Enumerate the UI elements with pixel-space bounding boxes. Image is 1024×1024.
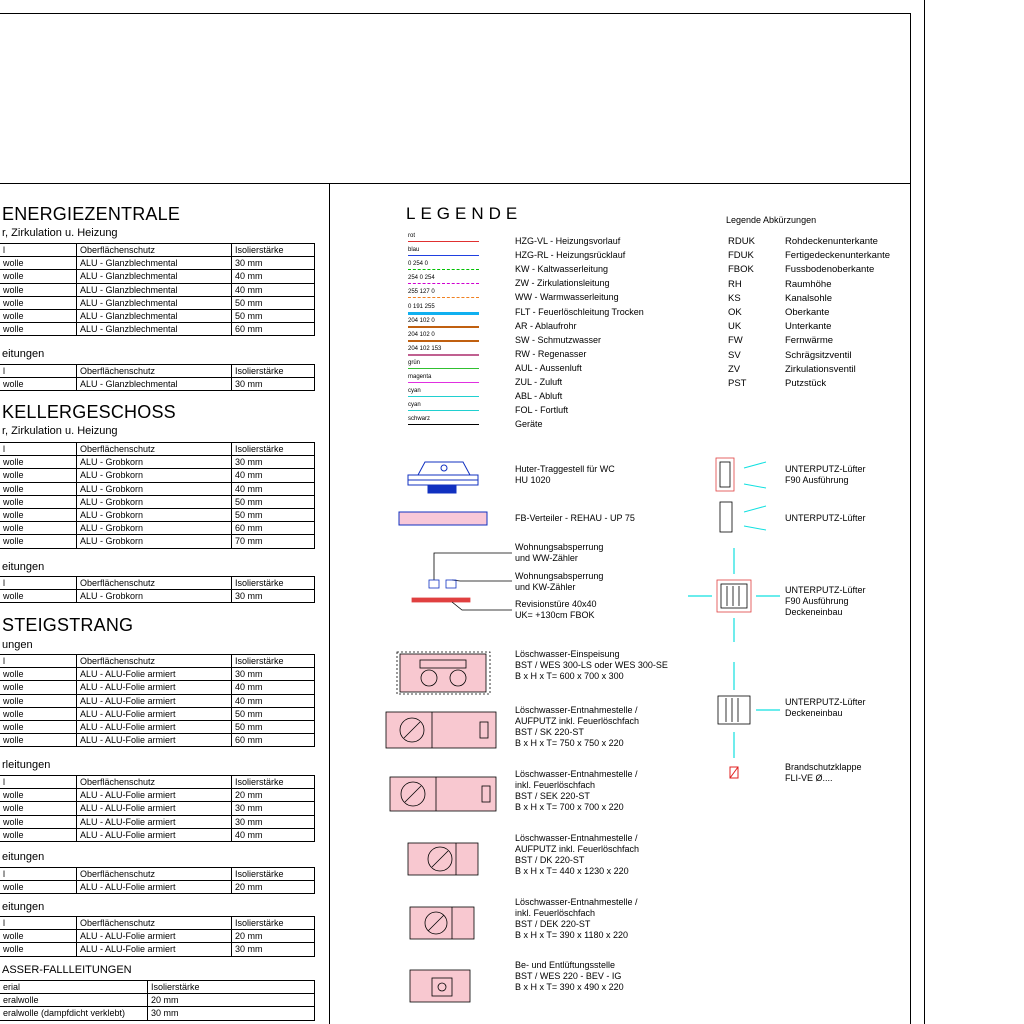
legend-line-label: FLT - Feuerlöschleitung Trocken	[515, 306, 644, 317]
table-cell: ALU - ALU-Folie armiert	[77, 943, 232, 956]
unterputz-luefter-f90-icon	[716, 458, 734, 491]
table-cell: ALU - Grobkorn	[77, 495, 232, 508]
legend-line-label: ZW - Zirkulationsleitung	[515, 278, 610, 289]
table-cell: wolle	[0, 707, 77, 720]
legend-line-label: ZUL - Zuluft	[515, 377, 563, 387]
line-color-tag: schwarz	[408, 416, 431, 423]
abbreviation-code: OK	[728, 307, 742, 318]
legend-line-label: FOL - Fortluft	[515, 405, 569, 416]
column-header: Oberflächenschutz	[77, 776, 232, 789]
abbreviation-meaning: Fernwärme	[785, 335, 834, 347]
line-color-tag: cyan	[408, 402, 421, 409]
huter-traggestell-icon	[408, 462, 478, 493]
up-luefter-label: UNTERPUTZ-Lüfter	[785, 513, 866, 523]
table-cell: eralwolle (dampfdicht verklebt)	[0, 1007, 148, 1020]
line-color-tag: grün	[408, 359, 421, 366]
column-header: Isolierstärke	[232, 776, 315, 789]
table-cell: wolle	[0, 930, 77, 943]
column-header: Oberflächenschutz	[77, 244, 232, 257]
abbreviation-code: RH	[728, 278, 742, 290]
table-cell: wolle	[0, 789, 77, 802]
table-cell: ALU - Glanzblechmental	[77, 323, 232, 336]
fb-verteiler-label: FB-Verteiler - REHAU - UP 75	[515, 513, 635, 523]
abbreviation-meaning: Fussbodenoberkante	[785, 264, 875, 276]
column-header: l	[0, 577, 77, 590]
line-color-tag: 0 191 255	[408, 303, 435, 310]
steigstrang-sub1: ungen	[2, 639, 33, 651]
column-header: l	[0, 244, 77, 257]
line-color-tag: rot	[408, 233, 416, 239]
brandschutzklappe-icon	[730, 767, 738, 778]
column-header: Oberflächenschutz	[77, 868, 232, 881]
line-color-tag: 0 254 0	[408, 261, 429, 268]
table-cell: wolle	[0, 323, 77, 336]
table-cell: ALU - ALU-Folie armiert	[77, 681, 232, 694]
fb-verteiler-icon	[399, 512, 487, 525]
table-cell: ALU - ALU-Folie armiert	[77, 828, 232, 841]
abbreviation-code: UK	[728, 321, 742, 333]
table-cell: 30 mm	[148, 1007, 315, 1020]
abbreviation-meaning: Putzstück	[785, 378, 827, 389]
column-header: Isolierstärke	[232, 365, 315, 378]
table-cell: wolle	[0, 681, 77, 694]
line-color-tag: blau	[408, 247, 420, 254]
column-header: l	[0, 655, 77, 668]
table-cell: 50 mm	[232, 707, 315, 720]
abbreviation-code: SV	[728, 349, 741, 361]
table-cell: wolle	[0, 881, 77, 894]
table-cell: wolle	[0, 720, 77, 733]
table-cell: ALU - Glanzblechmental	[77, 257, 232, 270]
table-cell: wolle	[0, 508, 77, 521]
abbreviation-meaning: Raumhöhe	[785, 278, 832, 290]
airflow-arrows-1	[744, 462, 766, 488]
legend-line-label: KW - Kaltwasserleitung	[515, 264, 609, 275]
abbreviation-meaning: Fertigedeckenunterkante	[785, 250, 891, 262]
column-header: l	[0, 917, 77, 930]
column-header: Isolierstärke	[232, 244, 315, 257]
be-entlueftung-icon	[410, 970, 470, 1002]
table-cell: 40 mm	[232, 469, 315, 482]
abbreviation-meaning: Zirkulationsventil	[785, 363, 856, 375]
table-cell: ALU - Grobkorn	[77, 508, 232, 521]
table-cell: ALU - Grobkorn	[77, 482, 232, 495]
be-ent-label: Be- und Entlüftungsstelle BST / WES 220 - BEV - IG B x H x T= 390 x 490 x 220	[515, 960, 624, 992]
table-cell: 60 mm	[232, 323, 315, 336]
table-cell: wolle	[0, 283, 77, 296]
column-header: Oberflächenschutz	[77, 917, 232, 930]
column-header: Isolierstärke	[148, 981, 315, 994]
line-color-tag: 254 0 254	[408, 275, 435, 282]
table-cell: 30 mm	[232, 815, 315, 828]
table-cell: 30 mm	[232, 590, 315, 603]
column-header: Oberflächenschutz	[77, 577, 232, 590]
loesch-einspeisung-label: Löschwasser-Einspeisung BST / WES 300-LS oder WES 300-SE B x H x T= 600 x 700 x 300	[515, 649, 668, 681]
table-cell: ALU - ALU-Folie armiert	[77, 789, 232, 802]
table-cell: wolle	[0, 270, 77, 283]
legend-line-label: SW - Schmutzwasser	[515, 334, 602, 345]
abbreviation-meaning: Kanalsohle	[785, 292, 833, 304]
table-cell: wolle	[0, 257, 77, 270]
table-cell: ALU - ALU-Folie armiert	[77, 802, 232, 815]
abbreviation-code: PST	[728, 378, 747, 389]
table-cell: ALU - Grobkorn	[77, 456, 232, 469]
table-cell: 30 mm	[232, 257, 315, 270]
kellergeschoss-subtitle: r, Zirkulation u. Heizung	[2, 425, 118, 437]
table-cell: wolle	[0, 469, 77, 482]
line-color-tag: 204 102 153	[408, 345, 442, 352]
table-cell: 40 mm	[232, 828, 315, 841]
line-color-tag: magenta	[408, 374, 432, 380]
loesch-dek-label: Löschwasser-Entnahmestelle / inkl. Feuerlöschfach BST / DEK 220-ST B x H x T= 390 x 1180 x 220	[515, 897, 638, 940]
steigstrang-sub3: eitungen	[2, 851, 45, 863]
steigstrang-sub4: eitungen	[2, 901, 45, 913]
table-cell: 60 mm	[232, 522, 315, 535]
table-cell: 30 mm	[232, 378, 315, 391]
abbreviations-title: Legende Abkürzungen	[726, 215, 817, 225]
table-cell: ALU - ALU-Folie armiert	[77, 720, 232, 733]
table-cell: ALU - ALU-Folie armiert	[77, 815, 232, 828]
table-cell: ALU - ALU-Folie armiert	[77, 881, 232, 894]
line-color-tag: 204 102 0	[408, 331, 435, 338]
table-cell: 50 mm	[232, 720, 315, 733]
table-cell: ALU - Grobkorn	[77, 535, 232, 548]
table-cell: 20 mm	[232, 881, 315, 894]
column-header: Isolierstärke	[232, 443, 315, 456]
table-cell: wolle	[0, 378, 77, 391]
legend-line-label: HZG-RL - Heizungsrücklauf	[515, 250, 626, 261]
table-cell: 50 mm	[232, 508, 315, 521]
abbreviation-code: FW	[728, 335, 743, 347]
line-color-tag: cyan	[408, 388, 421, 395]
table-cell: wolle	[0, 734, 77, 747]
column-header: Isolierstärke	[232, 655, 315, 668]
table-cell: 30 mm	[232, 668, 315, 681]
up-luefter-f90-label: UNTERPUTZ-Lüfter F90 Ausführung	[785, 464, 866, 485]
column-header: l	[0, 443, 77, 456]
table-cell: ALU - Glanzblechmental	[77, 283, 232, 296]
table-cell: wolle	[0, 694, 77, 707]
table-cell: wolle	[0, 590, 77, 603]
table-cell: wolle	[0, 668, 77, 681]
table-cell: 40 mm	[232, 283, 315, 296]
table-cell: 40 mm	[232, 681, 315, 694]
table-cell: wolle	[0, 495, 77, 508]
table-cell: 50 mm	[232, 309, 315, 322]
energiezentrale-subtitle: r, Zirkulation u. Heizung	[2, 227, 118, 239]
table-cell: 20 mm	[232, 930, 315, 943]
table-cell: eralwolle	[0, 994, 148, 1007]
legend-line-label: HZG-VL - Heizungsvorlauf	[515, 236, 621, 246]
abbreviation-code: FDUK	[728, 250, 754, 262]
table-cell: 70 mm	[232, 535, 315, 548]
table-cell: 50 mm	[232, 495, 315, 508]
abbreviation-code: ZV	[728, 363, 741, 375]
energiezentrale-title: ENERGIEZENTRALE	[2, 204, 181, 224]
huter-label: Huter-Traggestell für WC HU 1020	[515, 464, 615, 485]
legende-title: LEGENDE	[406, 204, 523, 223]
up-luefter-f90-decke-label: UNTERPUTZ-Lüfter F90 Ausführung Deckeneinbau	[785, 585, 866, 617]
abbreviation-meaning: Unterkante	[785, 321, 832, 333]
abbreviation-meaning: Oberkante	[785, 307, 830, 318]
table-cell: ALU - ALU-Folie armiert	[77, 734, 232, 747]
table-cell: 20 mm	[148, 994, 315, 1007]
table-cell: ALU - Grobkorn	[77, 469, 232, 482]
wohnungsabsperrung-icon	[412, 553, 512, 610]
loeschwasser-dek-icon	[410, 907, 474, 939]
table-cell: ALU - Glanzblechmental	[77, 309, 232, 322]
abbreviation-meaning: Schrägsitzventil	[785, 349, 852, 361]
loeschwasser-sek-icon	[390, 777, 496, 811]
column-header: l	[0, 365, 77, 378]
table-cell: 40 mm	[232, 270, 315, 283]
column-header: Isolierstärke	[232, 577, 315, 590]
loeschwasser-dk-icon	[408, 843, 478, 875]
unterputz-luefter-f90-decke-icon	[717, 580, 751, 612]
column-header: Oberflächenschutz	[77, 443, 232, 456]
column-header: l	[0, 776, 77, 789]
table-cell: wolle	[0, 309, 77, 322]
column-header: l	[0, 868, 77, 881]
abbreviation-code: KS	[728, 292, 741, 304]
abbreviation-code: FBOK	[728, 264, 754, 276]
table-cell: wolle	[0, 296, 77, 309]
energiezentrale-sub2: eitungen	[2, 348, 45, 360]
table-cell: 40 mm	[232, 482, 315, 495]
unterputz-luefter-icon	[720, 502, 732, 532]
table-cell: 20 mm	[232, 789, 315, 802]
table-cell: wolle	[0, 802, 77, 815]
table-cell: 30 mm	[232, 943, 315, 956]
table-cell: 60 mm	[232, 734, 315, 747]
abbreviation-code: RDUK	[728, 236, 755, 247]
table-cell: wolle	[0, 482, 77, 495]
loeschwasser-einspeisung-icon	[397, 652, 490, 694]
legend-line-label: AR - Ablaufrohr	[515, 320, 577, 331]
table-cell: ALU - Grobkorn	[77, 522, 232, 535]
line-color-tag: 255 127 0	[408, 289, 435, 296]
brandschutz-label: Brandschutzklappe FLI-VE Ø....	[785, 762, 862, 783]
abbreviation-meaning: Rohdeckenunterkante	[785, 236, 878, 247]
table-cell: wolle	[0, 815, 77, 828]
table-cell: ALU - Glanzblechmental	[77, 270, 232, 283]
wohnung-kw-label: Wohnungsabsperrung und KW-Zähler	[515, 571, 604, 592]
table-cell: ALU - ALU-Folie armiert	[77, 668, 232, 681]
wohnung-ww-label: Wohnungsabsperrung und WW-Zähler	[515, 542, 604, 563]
table-cell: wolle	[0, 522, 77, 535]
table-cell: wolle	[0, 535, 77, 548]
table-cell: wolle	[0, 943, 77, 956]
table-cell: 30 mm	[232, 456, 315, 469]
table-cell: wolle	[0, 456, 77, 469]
table-cell: 40 mm	[232, 694, 315, 707]
legend-line-label: Geräte	[515, 419, 543, 430]
table-cell: ALU - Glanzblechmental	[77, 296, 232, 309]
column-header: Oberflächenschutz	[77, 365, 232, 378]
table-cell: ALU - ALU-Folie armiert	[77, 707, 232, 720]
up-luefter-decke-label: UNTERPUTZ-Lüfter Deckeneinbau	[785, 697, 866, 718]
loesch-sek-label: Löschwasser-Entnahmestelle / inkl. Feuerlöschfach BST / SEK 220-ST B x H x T= 700 x 700 x 220	[515, 769, 638, 812]
kellergeschoss-title: KELLERGESCHOSS	[2, 402, 176, 422]
column-header: Isolierstärke	[232, 868, 315, 881]
loesch-dk-label: Löschwasser-Entnahmestelle / AUFPUTZ inkl. Feuerlöschfach BST / DK 220-ST B x H x T= 440 x 1230 x 220	[515, 833, 640, 876]
revision-label: Revisionstüre 40x40 UK= +130cm FBOK	[515, 599, 597, 620]
airflow-arrows-2	[744, 506, 766, 530]
table-cell: 50 mm	[232, 296, 315, 309]
table-cell: wolle	[0, 828, 77, 841]
table-cell: ALU - Glanzblechmental	[77, 378, 232, 391]
loesch-sk-label: Löschwasser-Entnahmestelle / AUFPUTZ inkl. Feuerlöschfach BST / SK 220-ST B x H x T= 750 x 750 x 220	[515, 705, 640, 748]
column-header: Isolierstärke	[232, 917, 315, 930]
legend-line-label: ABL - Abluft	[515, 391, 563, 402]
line-color-tag: 204 102 0	[408, 317, 435, 324]
steigstrang-sub2: rleitungen	[2, 759, 51, 771]
unterputz-luefter-decke-icon	[718, 696, 750, 724]
legend-line-label: RW - Regenasser	[515, 348, 587, 359]
steigstrang-title: STEIGSTRANG	[2, 615, 134, 635]
loeschwasser-sk-icon	[386, 712, 496, 748]
table-cell: 30 mm	[232, 802, 315, 815]
airflow-arrows-4	[734, 662, 780, 758]
steigstrang-sub5: ASSER-FALLLEITUNGEN	[2, 964, 132, 976]
legend-line-label: WW - Warmwasserleitung	[515, 292, 619, 303]
column-header: Oberflächenschutz	[77, 655, 232, 668]
kellergeschoss-sub2: eitungen	[2, 561, 45, 573]
airflow-arrows-3	[688, 548, 780, 642]
table-cell: ALU - ALU-Folie armiert	[77, 930, 232, 943]
table-cell: ALU - Grobkorn	[77, 590, 232, 603]
legend-line-label: AUL - Aussenluft	[515, 362, 582, 373]
table-cell: ALU - ALU-Folie armiert	[77, 694, 232, 707]
column-header: erial	[0, 981, 148, 994]
